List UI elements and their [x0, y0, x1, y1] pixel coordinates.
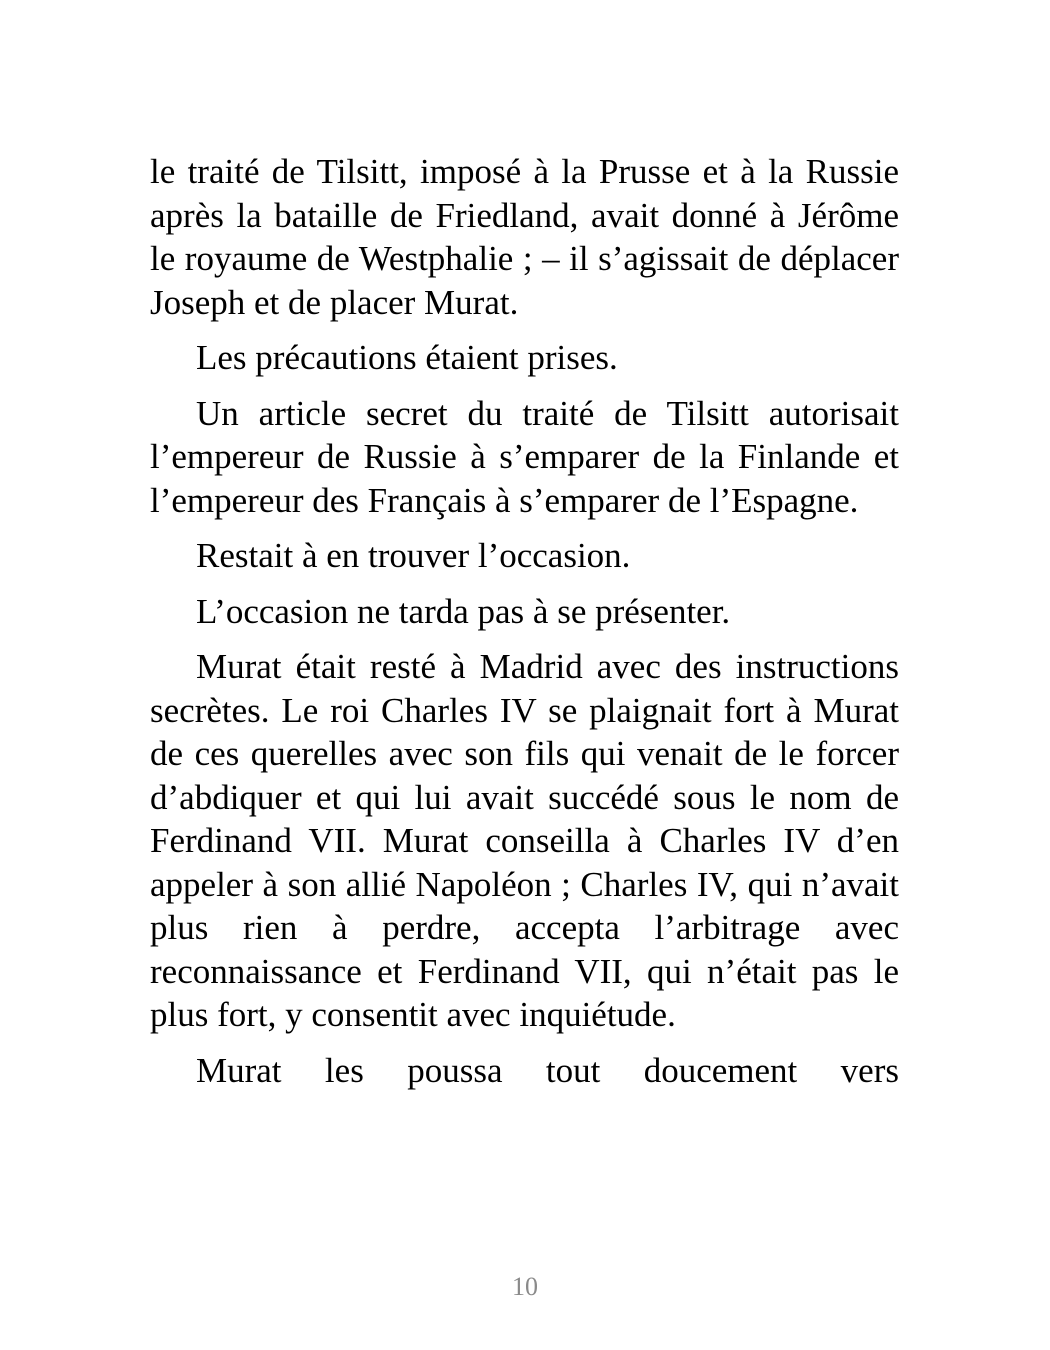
paragraph-truncated: Murat les poussa tout doucement vers [196, 1050, 899, 1090]
paragraph: Les précautions étaient prises. [196, 338, 618, 377]
paragraph: Un article secret du traité de Tilsitt autorisait l’empereur de Russie à s’emparer de la Finlande et l’empereur des Français à s’emparer de l’Espagne. [150, 393, 899, 520]
page-number: 10 [512, 1272, 538, 1301]
paragraph: Murat était resté à Madrid avec des instructions secrètes. Le roi Charles IV se plaignait fort à Murat de ces querelles avec son fils qui venait de le forcer d’abdiquer et qui lui avait succédé sous le nom de Ferdinand VII. Murat conseilla à Charles IV d’en appeler à son allié Napoléon ; Charles IV, qui n’avait plus rien à perdre, accepta l’arbitrage avec reconnaissance et Ferdinand VII, qui n’était pas le plus fort, y consentit avec inquiétude. [150, 647, 899, 1034]
paragraph: Restait à en trouver l’occasion. [196, 536, 631, 575]
paragraph-continued: le traité de Tilsitt, imposé à la Prusse et à la Russie après la bataille de Friedland, avait donné à Jérôme le royaume de Westphalie ; – il s’agissait de déplacer Joseph et de placer Murat. [150, 152, 899, 322]
paragraph: L’occasion ne tarda pas à se présenter. [196, 591, 731, 631]
page-body [150, 150, 899, 1104]
